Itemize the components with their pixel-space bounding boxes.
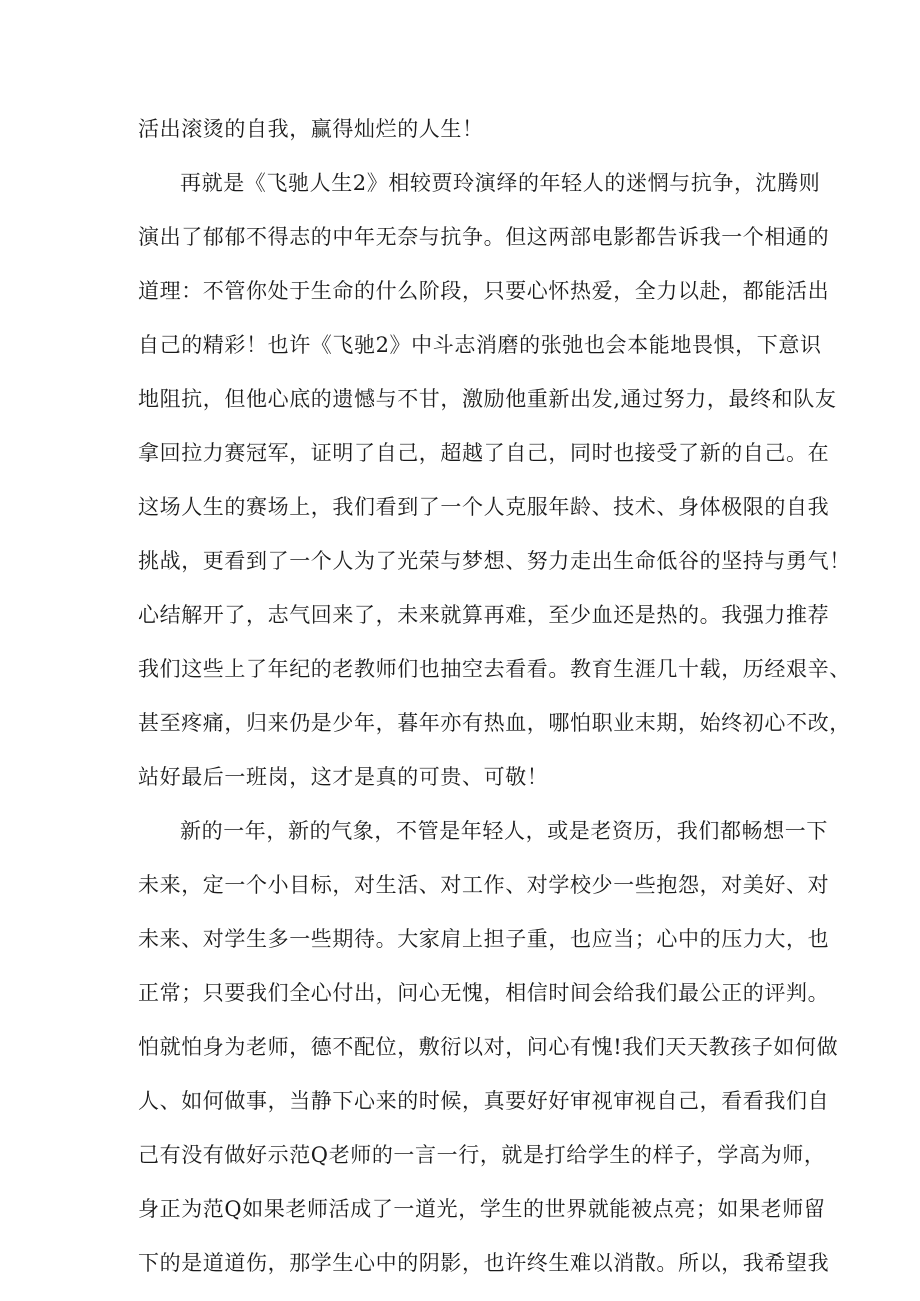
text-line: 未来、对学生多一些期待。大家肩上担子重，也应当；心中的压力大，也 [138, 927, 830, 951]
text-line: 下的是道道伤，那学生心中的阴影，也许终生难以消散。所以，我希望我 [138, 1251, 830, 1275]
text-line: 道理：不管你处于生命的什么阶段，只要心怀热爱，全力以赴，都能活出 [138, 279, 830, 303]
text-line: 正常；只要我们全心付出，问心无愧，相信时间会给我们最公正的评判。 [138, 981, 830, 1005]
text-line: 这场人生的赛场上，我们看到了一个人克服年龄、技术、身体极限的自我 [138, 495, 830, 519]
text-line: 拿回拉力赛冠军，证明了自己，超越了自己，同时也接受了新的自己。在 [138, 441, 830, 465]
paragraph-start-line: 新的一年，新的气象，不管是年轻人，或是老资历，我们都畅想一下 [180, 819, 828, 843]
text-line: 演出了郁郁不得志的中年无奈与抗争。但这两部电影都告诉我一个相通的 [138, 225, 830, 249]
text-line: 我们这些上了年纪的老教师们也抽空去看看。教育生涯几十载，历经艰辛、 [138, 657, 851, 681]
text-line: 己有没有做好示范Q老师的一言一行，就是打给学生的样子，学高为师， [138, 1143, 826, 1167]
text-line: 甚至疼痛，归来仍是少年，暮年亦有热血，哪怕职业末期，始终初心不改， [138, 711, 851, 735]
text-line: 自己的精彩！也许《飞驰2》中斗志消磨的张弛也会本能地畏惧，下意识 [138, 333, 822, 357]
text-line: 未来，定一个小目标，对生活、对工作、对学校少一些抱怨，对美好、对 [138, 873, 830, 897]
text-line: 地阻抗，但他心底的遗憾与不甘，激励他重新出发,通过努力，最终和队友 [138, 387, 837, 411]
text-line: 心结解开了，志气回来了，未来就算再难，至少血还是热的。我强力推荐 [138, 603, 830, 627]
text-line: 身正为范Q如果老师活成了一道光，学生的世界就能被点亮；如果老师留 [138, 1197, 826, 1221]
text-line: 人、如何做事，当静下心来的时候，真要好好审视审视自己，看看我们自 [138, 1089, 830, 1113]
text-line: 挑战，更看到了一个人为了光荣与梦想、努力走出生命低谷的坚持与勇气！ [138, 549, 851, 573]
text-line: 怕就怕身为老师，德不配位，敷衍以对，问心有愧!我们天天教孩子如何做 [138, 1035, 839, 1059]
paragraph-start-line: 再就是《飞驰人生2》相较贾玲演绎的年轻人的迷惘与抗争，沈腾则 [180, 171, 821, 195]
text-line: 站好最后一班岗，这才是真的可贵、可敬！ [138, 765, 549, 789]
text-line: 活出滚烫的自我，赢得灿烂的人生！ [138, 117, 484, 141]
